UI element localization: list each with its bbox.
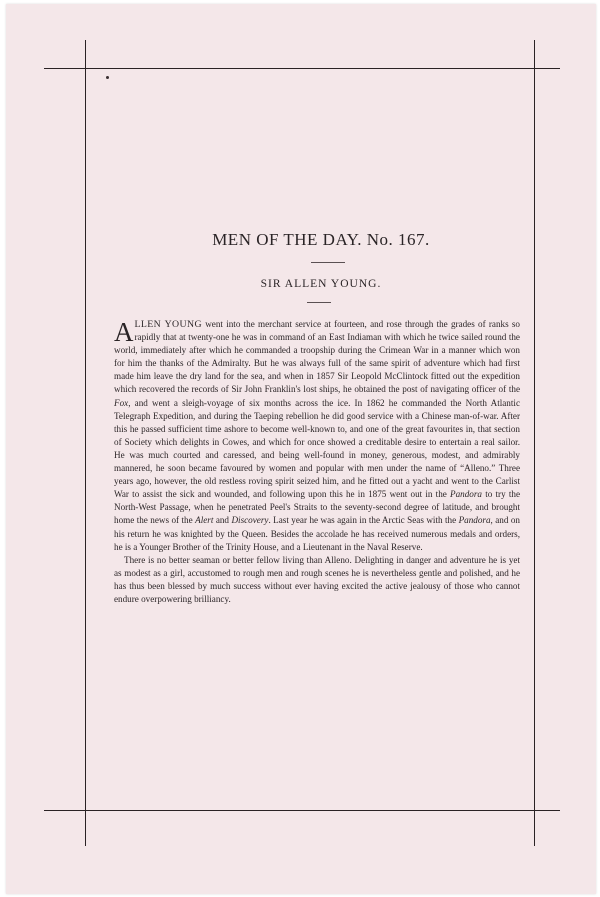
paragraph-1-text-d: and [213,515,232,526]
border-top-rule [44,68,560,69]
title-divider [311,262,345,263]
paragraph-1-text-b: , and went a sleigh-voyage of six months across the ice. In 1862 he commanded the North Atlantic Telegraph Expedition, and during the Taeping rebellion he did good service with a Chinese man-of-war. After this he passed sufficient time ashore to become well-known to, and one of the great favourites in, that section of Society which delights in Cowes, and which for once showed a creditable desire to entertain a real sailor. He was much courted and caressed, and being well-found in money, generous, modest, and admirably mannered, he soon became favoured by women and popular with men under the name of “Alleno.” Three years ago, however, the old restless roving spirit seized him, and he fitted out a yacht and went to the Carlist War to assist the sick and wounded, and following upon this he in 1875 went out in the [114,397,520,500]
page-title: MEN OF THE DAY. No. 167. [212,230,430,249]
ink-speck [106,76,109,79]
ship-name-pandora-2: Pandora [458,515,491,526]
printed-page [6,4,596,894]
border-bottom-rule [44,810,560,811]
ship-name-pandora: Pandora [450,489,482,500]
border-right-rule [534,40,535,846]
article-paragraph-2: There is no better seaman or better fellow living than Alleno. Delighting in danger and adventure he is yet as modest as a girl, accustomed to rough men and rough scenes he is nevertheless gentle and polished, and he has thus been blessed by much success without ever having excited the active jealousy of those who cannot endure overpowering brilliancy. [114,554,520,604]
paragraph-1-text-a: went into the merchant service at fourteen, and rose through the grades of ranks so rapidly that at twenty-one he was in command of an East Indiaman with which he twice sailed round the world, immediately after which he commanded a troopship during the Crimean War in a manner which won for him the thanks of the Admiralty. But he was always full of the same spirit of adventure which had first made him leave the dry land for the sea, and when in 1857 Sir Leopold McClintock fitted out the expedition which recovered the records of Sir John Franklin's lost ships, he obtained the post of navigating officer of the [114,319,520,395]
border-left-rule [85,40,86,846]
article-subject: SIR ALLEN YOUNG. [260,278,382,290]
lead-small-caps: LLEN YOUNG [134,319,202,330]
article-body [114,318,520,606]
ship-name-fox: Fox [114,397,129,408]
article-paragraph-1 [114,318,520,554]
drop-cap: A [114,317,134,347]
paragraph-1-text-c: to try the North-West Passage, when he penetrated Peel's Straits to the seventy-second degree of latitude, and brought home the news of the [114,489,520,526]
paragraph-1-text-f: , and on his return he was knighted by the Queen. Besides the accolade he has received numerous medals and orders, he is a Younger Brother of the Trinity House, and a Lieutenant in the Naval Reserve. [114,515,520,552]
ship-name-alert: Alert [195,515,214,526]
paragraph-1-text-e: . Last year he was again in the Arctic Seas with the [268,515,459,526]
ship-name-discovery: Discovery [231,515,269,526]
subject-divider [307,302,331,303]
